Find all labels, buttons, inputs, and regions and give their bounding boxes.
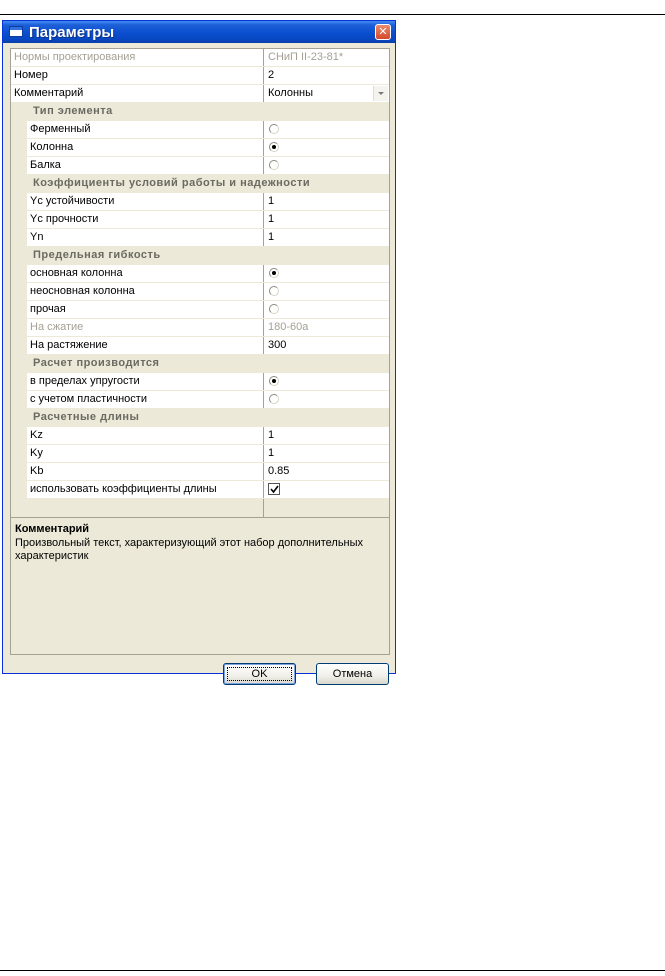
elastic-radio[interactable] [269,376,279,386]
title-bar[interactable] [3,21,395,43]
description-title: Комментарий [15,523,90,535]
truss-radio[interactable] [269,124,279,134]
row-gamma-n[interactable] [11,229,389,247]
compression-value: 180-60a [264,319,389,336]
category-label: Расчет производится [33,357,160,369]
ky-field[interactable]: 1 [264,445,389,462]
beam-label: Балка [27,157,263,174]
row-norms [11,49,389,67]
plastic-label: с учетом пластичности [27,391,263,408]
row-number[interactable] [11,67,389,85]
row-tension[interactable] [11,337,389,355]
kz-label: Kz [27,427,263,444]
gamma-stability-field[interactable]: 1 [264,193,389,210]
gamma-strength-label: Yc прочности [27,211,263,228]
page-bottom-rule [0,970,665,971]
main-column-label: основная колонна [27,265,263,282]
row-column[interactable] [11,139,389,157]
elastic-value [264,373,389,390]
kz-field[interactable]: 1 [264,427,389,444]
category-element-type [11,103,389,121]
page-top-rule [0,14,665,15]
row-truss[interactable] [11,121,389,139]
parameters-dialog [2,20,396,680]
row-beam[interactable] [11,157,389,175]
gamma-stability-label: Yc устойчивости [27,193,263,210]
elastic-label: в пределах упругости [27,373,263,390]
other-label: прочая [27,301,263,318]
number-label: Номер [11,67,263,84]
category-label: Предельная гибкость [33,249,161,261]
row-main-column[interactable] [11,265,389,283]
description-text: Произвольный текст, характеризующий этот набор дополнительных характеристик [15,537,364,562]
gamma-strength-field[interactable]: 1 [264,211,389,228]
main-column-radio[interactable] [269,268,279,278]
category-label: Расчетные длины [33,411,140,423]
row-elastic[interactable] [11,373,389,391]
row-ky[interactable] [11,445,389,463]
column-label: Колонна [27,139,263,156]
property-grid [10,48,390,521]
row-compression [11,319,389,337]
row-use-coeffs[interactable] [11,481,389,499]
main-column-value [264,265,389,282]
beam-value [264,157,389,174]
description-panel [10,517,390,655]
compression-label: На сжатие [27,319,263,336]
category-label: Тип элемента [33,105,113,117]
use-coeffs-value [264,481,389,498]
norms-value: СНиП II-23-81* [264,49,389,66]
truss-value [264,121,389,138]
beam-radio[interactable] [269,160,279,170]
ok-button-label: OK [251,668,268,680]
checkmark-icon [270,485,279,494]
window-title: Параметры [29,24,115,41]
gamma-n-field[interactable]: 1 [264,229,389,246]
comment-dropdown-value: Колонны [268,87,313,99]
secondary-column-label: неосновная колонна [27,283,263,300]
kb-label: Kb [27,463,263,480]
column-value [264,139,389,156]
comment-label: Комментарий [11,85,263,102]
row-comment[interactable] [11,85,389,103]
dropdown-arrow-icon[interactable] [373,86,388,101]
row-gamma-strength[interactable] [11,211,389,229]
row-gamma-stability[interactable] [11,193,389,211]
gamma-n-label: Yn [27,229,263,246]
plastic-value [264,391,389,408]
other-value [264,301,389,318]
cancel-button[interactable] [316,663,389,685]
other-radio[interactable] [269,304,279,314]
row-other[interactable] [11,301,389,319]
norms-label: Нормы проектирования [11,49,263,66]
category-coefficients [11,175,389,193]
column-radio[interactable] [269,142,279,152]
category-lengths [11,409,389,427]
ky-label: Ky [27,445,263,462]
secondary-column-radio[interactable] [269,286,279,296]
cancel-button-label: Отмена [332,668,373,680]
focus-rect [227,667,292,681]
window-icon [9,26,23,37]
ok-button[interactable] [223,663,296,685]
secondary-column-value [264,283,389,300]
kb-field[interactable]: 0.85 [264,463,389,480]
truss-label: Ферменный [27,121,263,138]
number-field[interactable]: 2 [264,67,389,84]
row-kz[interactable] [11,427,389,445]
comment-dropdown[interactable] [264,85,389,102]
use-coeffs-checkbox[interactable] [268,483,280,495]
category-calculation [11,355,389,373]
use-coeffs-label: использовать коэффициенты длины [27,481,263,498]
plastic-radio[interactable] [269,394,279,404]
close-icon: ✕ [378,26,388,38]
row-plastic[interactable] [11,391,389,409]
tension-label: На растяжение [27,337,263,354]
column-separator [263,499,264,519]
tension-field[interactable]: 300 [264,337,389,354]
category-slenderness [11,247,389,265]
close-button[interactable] [375,24,391,40]
row-secondary-column[interactable] [11,283,389,301]
row-kb[interactable] [11,463,389,481]
category-label: Коэффициенты условий работы и надежности [33,177,311,189]
